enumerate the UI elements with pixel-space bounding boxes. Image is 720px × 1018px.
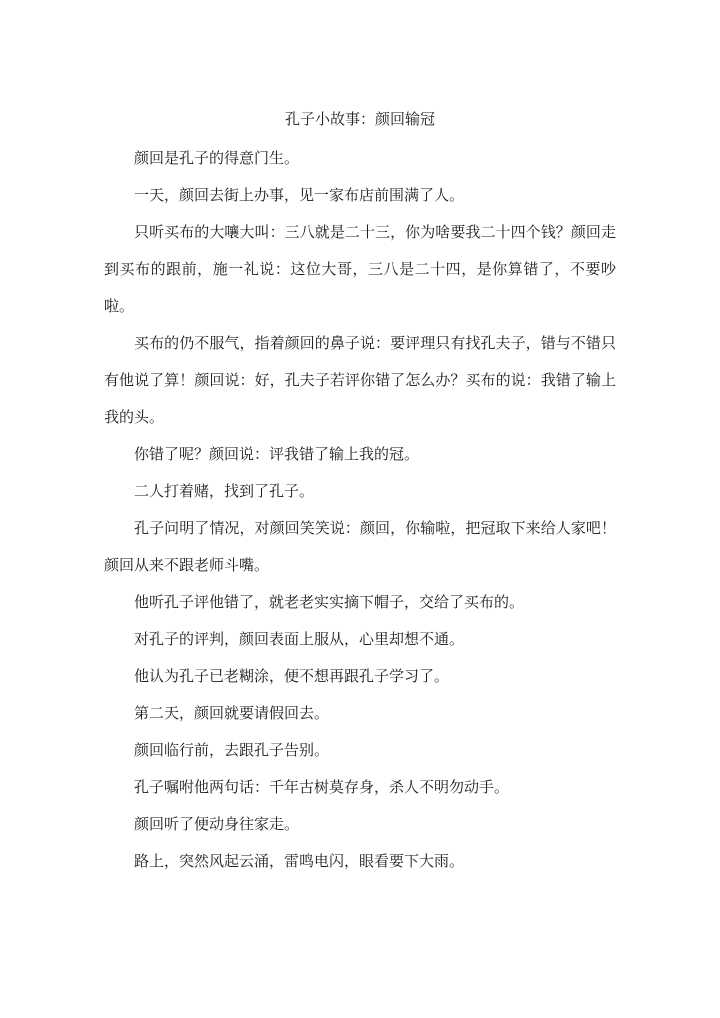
paragraph-7: 孔子问明了情况，对颜回笑笑说：颜回，你输啦，把冠取下来给人家吧！颜回从来不跟老师斗嘴。 [104, 519, 616, 574]
paragraph-11: 第二天，颜回就要请假回去。 [134, 704, 330, 722]
paragraph-15: 路上，突然风起云涌，雷鸣电闪，眼看要下大雨。 [134, 852, 465, 870]
paragraph-5: 你错了呢？颜回说：评我错了输上我的冠。 [134, 445, 420, 463]
paragraph-13: 孔子嘱咐他两句话：千年古树莫存身，杀人不明勿动手。 [134, 778, 510, 796]
paragraph-8: 他听孔子评他错了，就老老实实摘下帽子，交给了买布的。 [134, 593, 525, 611]
paragraph-3: 只听买布的大嚷大叫：三八就是二十三，你为啥要我二十四个钱？颜回走到买布的跟前，施一礼说：这位大哥，三八是二十四，是你算错了，不要吵啦。 [104, 223, 616, 315]
paragraph-4: 买布的仍不服气，指着颜回的鼻子说：要评理只有找孔夫子，错与不错只有他说了算！颜回说：好，孔夫子若评你错了怎么办？买布的说：我错了输上我的头。 [104, 334, 616, 426]
paragraph-1: 颜回是孔子的得意门生。 [134, 149, 300, 167]
paragraph-9: 对孔子的评判，颜回表面上服从，心里却想不通。 [134, 630, 465, 648]
paragraph-2: 一天，颜回去街上办事，见一家布店前围满了人。 [134, 186, 465, 204]
paragraph-14: 颜回听了便动身往家走。 [134, 815, 300, 833]
paragraph-6: 二人打着赌，找到了孔子。 [134, 482, 315, 500]
paragraph-12: 颜回临行前，去跟孔子告别。 [134, 741, 330, 759]
document-title: 孔子小故事：颜回输冠 [284, 110, 435, 128]
paragraph-10: 他认为孔子已老糊涂，便不想再跟孔子学习了。 [134, 667, 450, 685]
